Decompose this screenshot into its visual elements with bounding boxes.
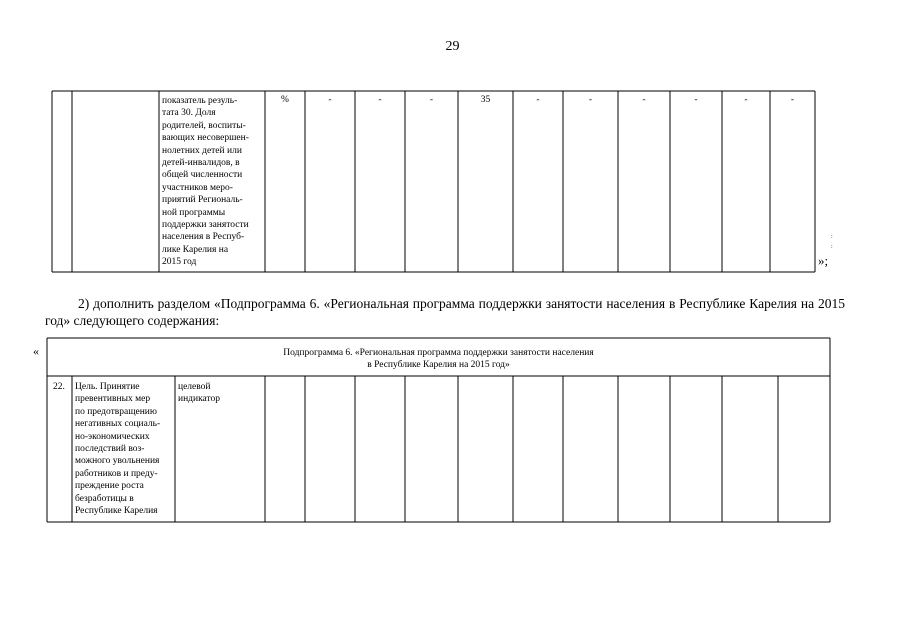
amendment-paragraph: 2) дополнить разделом «Подпрограмма 6. «Региональная программа поддержки занятости населения в Республике Карелия на 2015 год» следующего содержания: xyxy=(45,296,845,328)
table1-value-cell: - xyxy=(588,95,593,105)
table1-value-cell: - xyxy=(328,95,332,105)
table1-value-cell: 35 xyxy=(480,95,491,105)
table1-value-cell: - xyxy=(790,95,795,105)
closing-quote: »; xyxy=(818,253,829,268)
table1-value-cell: - xyxy=(378,95,382,105)
table1-value-cell: - xyxy=(429,95,434,105)
table1-value-cell: - xyxy=(536,95,540,105)
row-number: 22. xyxy=(53,382,65,392)
table1-value-cell: - xyxy=(642,95,646,105)
table1-value-cell: - xyxy=(694,95,698,105)
opening-quote: « xyxy=(33,344,39,358)
page-number: 29 xyxy=(445,39,460,54)
goal-cell: Цель. Принятие превентивных мер по предотвращению негативных социаль- но-экономических последствий воз- можного увольнения работников и преду- преждение роста безработицы в Республике Карелия xyxy=(75,382,161,517)
table1-unit-cell: % xyxy=(281,95,289,105)
table1-value-cell: - xyxy=(744,95,748,105)
table1-indicator-cell: показатель резуль- тата 30. Доля родителей, воспиты- вающих несовершен- нолетних детей или детей-инвалидов, в общей численности участников меро- приятий Региональ- ной программы поддержки занятости населения в Респуб- лике Карелия на 2015 год xyxy=(162,96,249,268)
indicator-type-cell: целевой индикатор xyxy=(178,382,221,405)
edge-marks: : : xyxy=(831,234,833,250)
subprogram-header: Подпрограмма 6. «Региональная программа поддержки занятости населения в Республике Карелия на 2015 год» xyxy=(283,348,594,370)
